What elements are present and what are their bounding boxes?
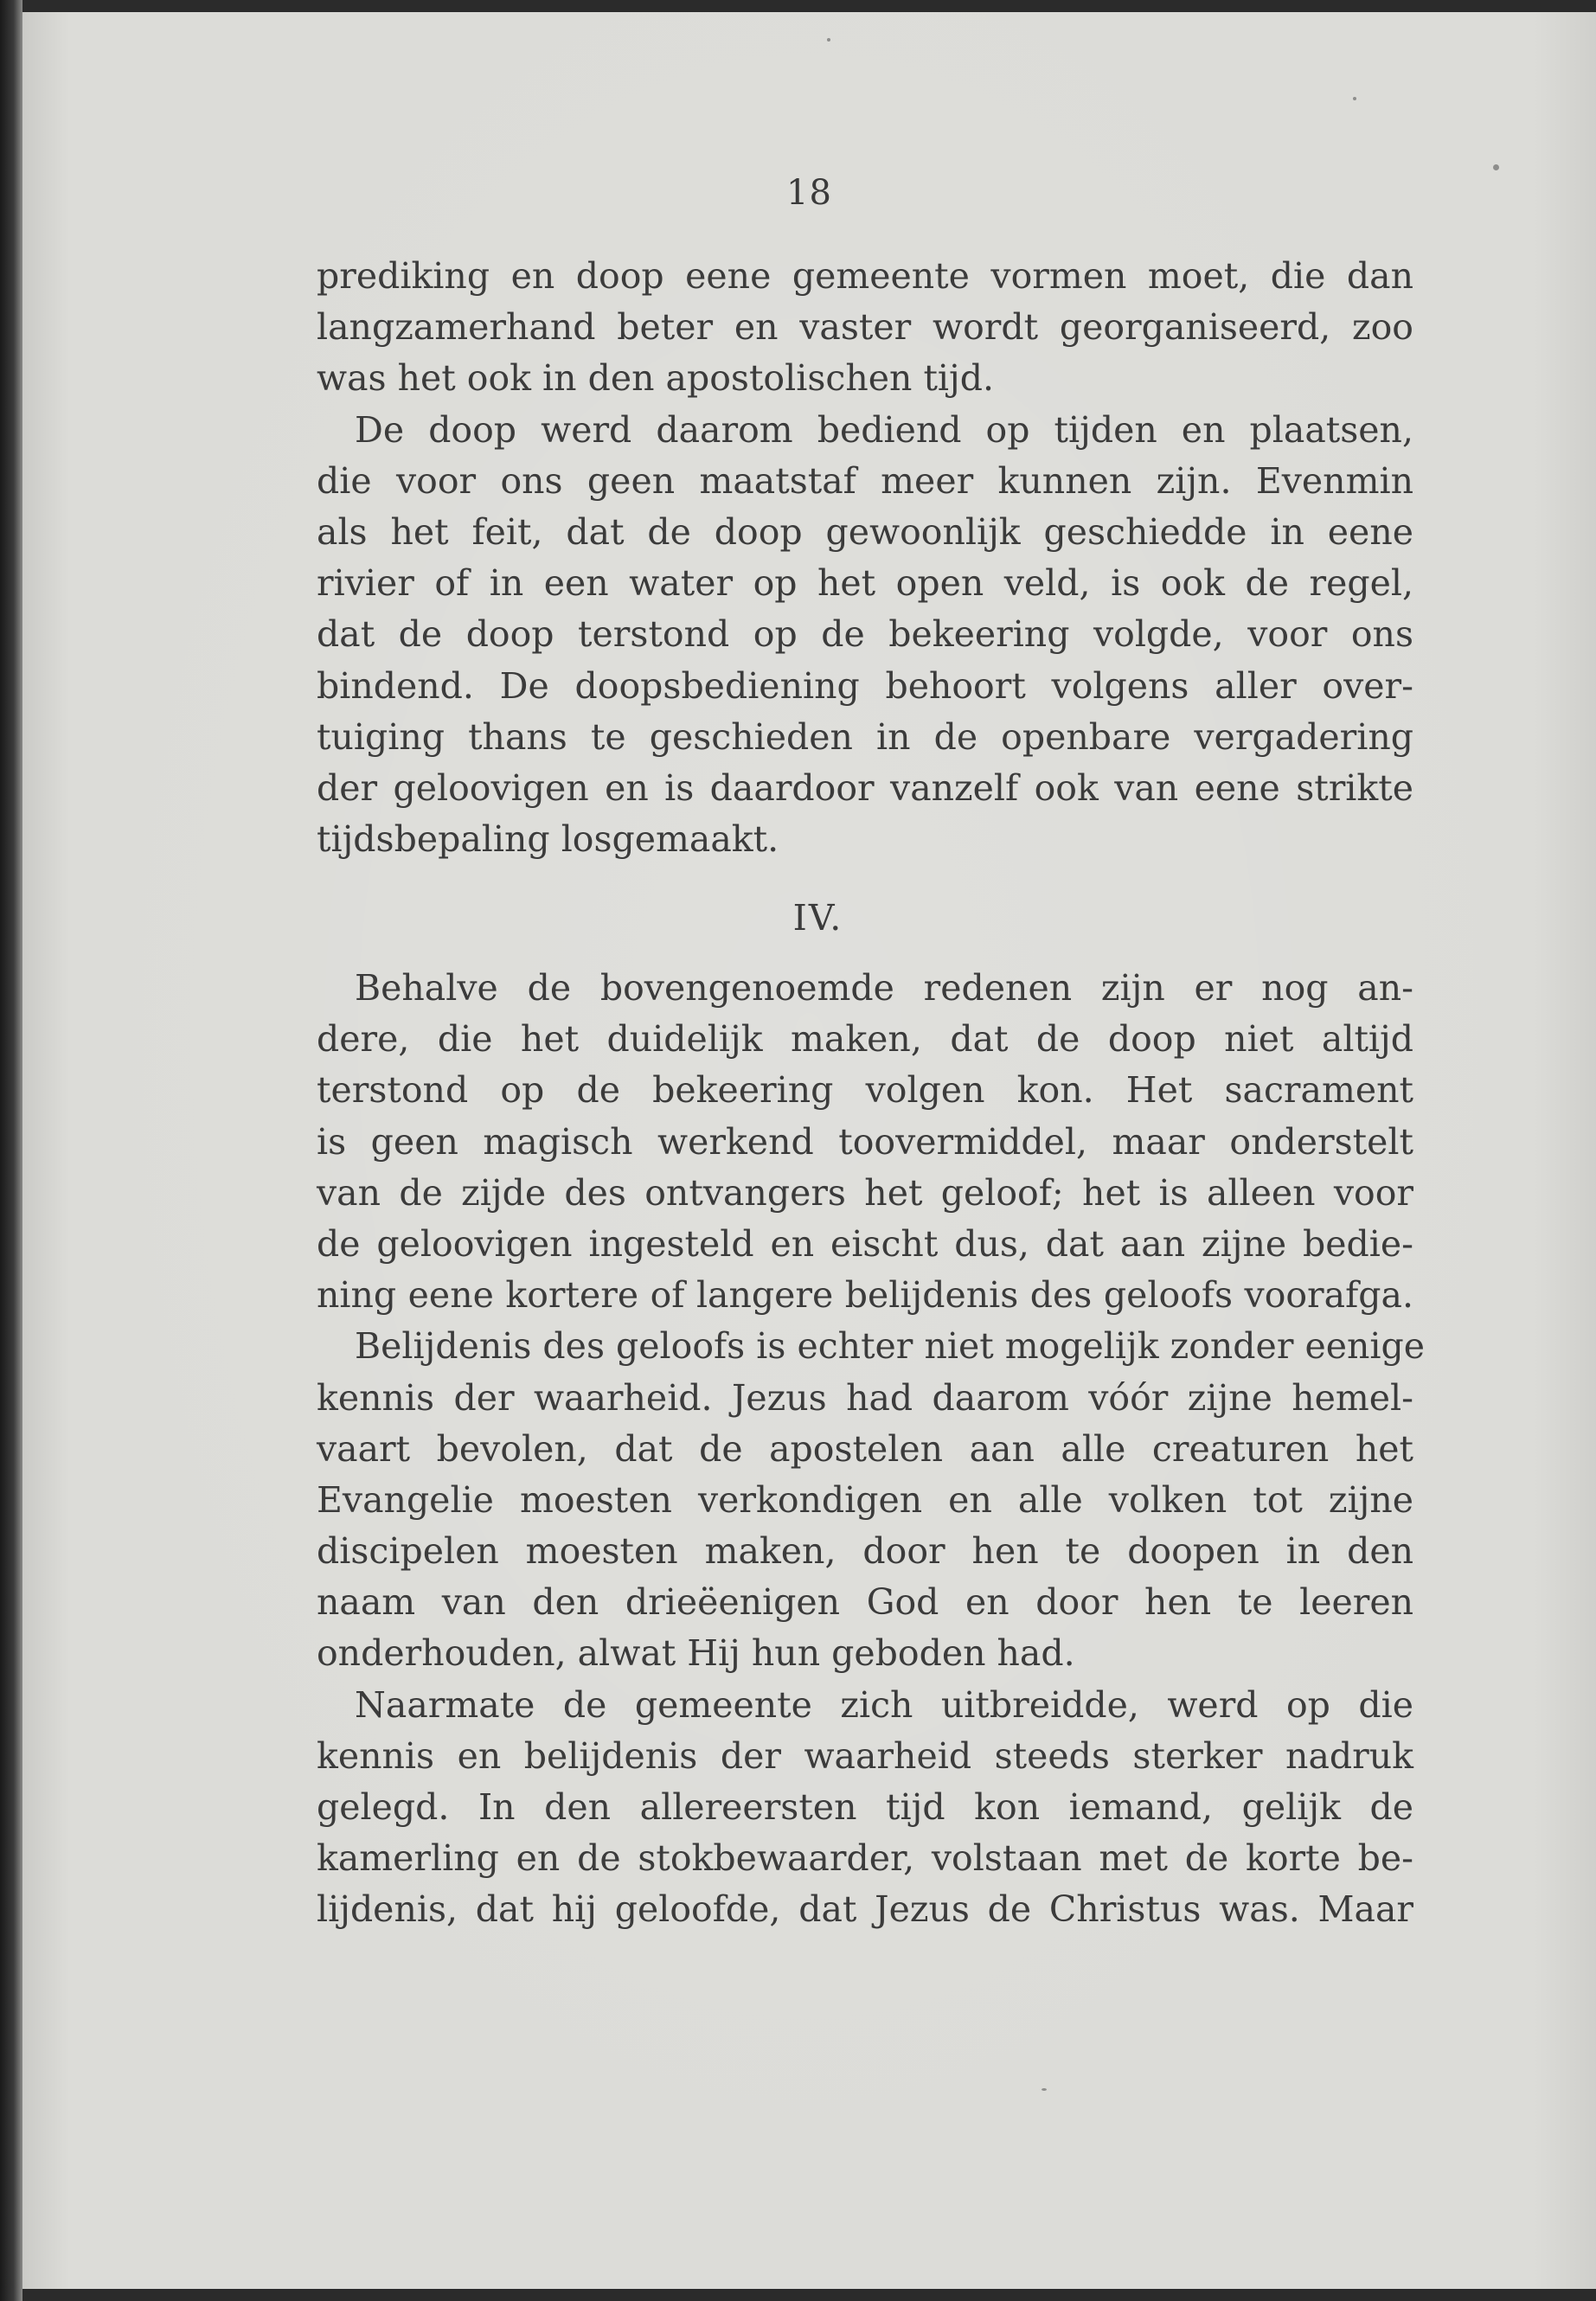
text-line: terstond op de bekeering volgen kon. Het sacrament: [317, 1069, 1413, 1112]
text-line: kennis der waarheid. Jezus had daarom vóór zijne hemel-: [317, 1376, 1413, 1419]
text-line: van de zijde des ontvangers het geloof; het is alleen voor: [317, 1171, 1413, 1214]
paper-speck: [827, 38, 830, 42]
text-line: de geloovigen ingesteld en eischt dus, dat aan zijne bedie-: [317, 1222, 1413, 1265]
text-line: dere, die het duidelijk maken, dat de doop niet altijd: [317, 1018, 1413, 1061]
paper-speck: [1493, 164, 1499, 170]
section-heading: IV.: [792, 897, 843, 939]
book-spine-shadow: [0, 0, 22, 2301]
text-line: kamerling en de stokbewaarder, volstaan met de korte be-: [317, 1837, 1413, 1880]
text-line: De doop werd daarom bediend op tijden en plaatsen,: [355, 408, 1413, 451]
paper-speck: [1353, 97, 1356, 100]
text-line: was het ook in den apostolischen tijd.: [317, 357, 995, 400]
text-line: ning eene kortere of langere belijdenis des geloofs voorafga.: [317, 1274, 1413, 1317]
paragraph-block-upper: [317, 251, 1413, 865]
text-line: rivier of in een water op het open veld, is ook de regel,: [317, 562, 1413, 605]
text-line: kennis en belijdenis der waarheid steeds sterker nadruk: [317, 1734, 1413, 1777]
paper-speck: [1042, 2088, 1047, 2091]
text-line: naam van den drieëenigen God en door hen te leeren: [317, 1581, 1413, 1624]
text-line: Belijdenis des geloofs is echter niet mogelijk zonder eenige: [355, 1325, 1426, 1368]
text-line: als het feit, dat de doop gewoonlijk geschiedde in eene: [317, 510, 1413, 553]
text-line: dat de doop terstond op de bekeering volgde, voor ons: [317, 613, 1413, 656]
text-line: discipelen moesten maken, door hen te doopen in den: [317, 1530, 1413, 1573]
text-line: gelegd. In den allereersten tijd kon iemand, gelijk de: [317, 1786, 1413, 1828]
text-line: bindend. De doopsbediening behoort volgens aller over-: [317, 664, 1413, 707]
text-line: langzamerhand beter en vaster wordt georganiseerd, zoo: [317, 306, 1413, 349]
text-line: prediking en doop eene gemeente vormen moet, die dan: [317, 255, 1413, 297]
text-line: tuiging thans te geschieden in de openbare vergadering: [317, 715, 1413, 758]
text-line: onderhouden, alwat Hij hun geboden had.: [317, 1632, 1075, 1675]
text-line: der geloovigen en is daardoor vanzelf ook van eene strikte: [317, 766, 1413, 809]
text-line: tijdsbepaling losgemaakt.: [317, 818, 779, 861]
page-number: 18: [786, 173, 832, 213]
text-line: vaart bevolen, dat de apostelen aan alle creaturen het: [317, 1427, 1413, 1470]
text-line: is geen magisch werkend toovermiddel, maar onderstelt: [317, 1120, 1413, 1163]
text-line: die voor ons geen maatstaf meer kunnen zijn. Evenmin: [317, 459, 1413, 502]
text-line: Behalve de bovengenoemde redenen zijn er nog an-: [355, 967, 1413, 1009]
paragraph-block-lower: [317, 963, 1426, 1936]
text-line: Naarmate de gemeente zich uitbreidde, werd op die: [355, 1683, 1413, 1726]
text-line: Evangelie moesten verkondigen en alle volken tot zijne: [317, 1478, 1413, 1521]
scanned-page: [22, 12, 1596, 2289]
text-line: lijdenis, dat hij geloofde, dat Jezus de Christus was. Maar: [317, 1888, 1413, 1931]
